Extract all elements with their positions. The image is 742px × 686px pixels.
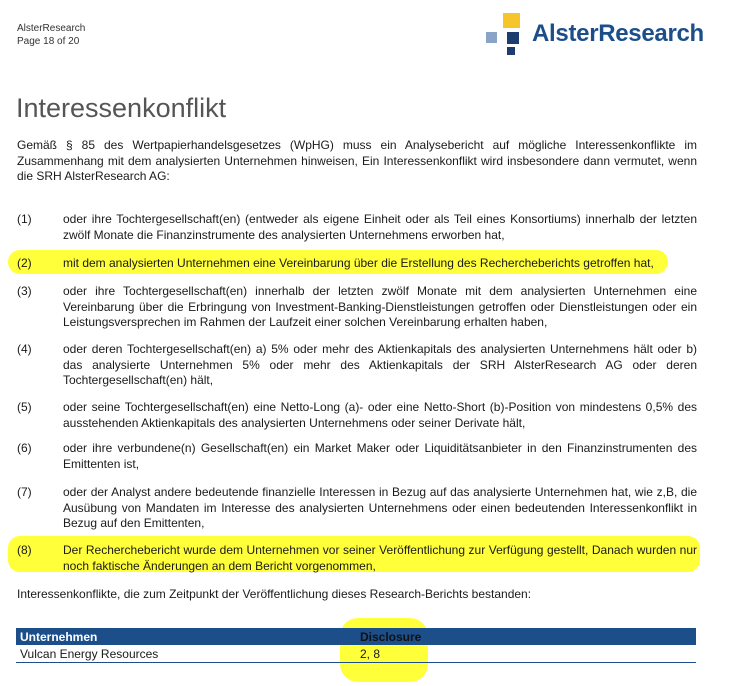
logo-square-icon: [507, 32, 519, 44]
item-number: (8): [17, 543, 32, 557]
alsterresearch-logo: [486, 12, 726, 56]
header-company: AlsterResearch: [17, 23, 86, 34]
column-header-disclosure: Disclosure: [360, 630, 422, 644]
item-number: (6): [17, 441, 32, 455]
item-text: oder der Analyst andere bedeutende finanzielle Interessen in Bezug auf das analysierte Unternehmen hat, wie z,B, die Ausübung von Mandaten im Interesse des analysierten Unternehmens oder einen bedeutenden Interessenkonflikt in Bezug auf den Emittenten,: [63, 485, 697, 530]
page-header: [17, 22, 85, 48]
item-number: (7): [17, 485, 32, 499]
item-text: Der Recherchebericht wurde dem Unternehmen vor seiner Veröffentlichung zur Verfügung gestellt, Danach wurden nur noch faktische Änderungen an dem Bericht vorgenommen,: [63, 543, 697, 573]
item-number: (3): [17, 284, 32, 298]
table-row: [16, 645, 696, 663]
item-number: (5): [17, 400, 32, 414]
disclosure-cell: 2, 8: [360, 647, 381, 661]
logo-square-icon: [486, 32, 497, 43]
logo-square-icon: [507, 47, 515, 55]
page-title: Interessenkonflikt: [16, 93, 227, 123]
header-page-number: Page 18 of 20: [17, 36, 80, 47]
table-header: [16, 628, 696, 645]
conflicts-intro: Interessenkonflikte, die zum Zeitpunkt der Veröffentlichung dieses Research-Berichts bestanden:: [17, 587, 532, 601]
column-header-company: Unternehmen: [20, 630, 98, 644]
logo-wordmark: AlsterResearch: [532, 20, 704, 47]
item-text: mit dem analysierten Unternehmen eine Vereinbarung über die Erstellung des Rechercheberichts getroffen hat,: [63, 256, 654, 270]
item-number: (2): [17, 256, 32, 270]
company-cell: Vulcan Energy Resources: [20, 647, 159, 661]
item-text: oder seine Tochtergesellschaft(en) eine Netto-Long (a)- oder eine Netto-Short (b)-Position von mindestens 0,5% des ausstehenden Aktienkapitals des analysierten Unternehmens oder seiner Derivate hält,: [63, 400, 697, 430]
item-number: (4): [17, 342, 32, 356]
item-text: oder ihre verbundene(n) Gesellschaft(en) ein Market Maker oder Liquiditätsanbieter in den Finanzinstrumenten des Emittenten ist,: [63, 441, 697, 471]
item-text: oder ihre Tochtergesellschaft(en) (entweder als eigene Einheit oder als Teil eines Konsortiums) innerhalb der letzten zwölf Monate die Finanzinstrumente des analysierten Unternehmens erworben hat,: [63, 212, 697, 242]
logo-square-icon: [503, 13, 520, 28]
item-text: oder deren Tochtergesellschaft(en) a) 5% oder mehr des Aktienkapitals des analysierten Unternehmens hält oder b) das analysierte Unternehmen 5% oder mehr des Aktienkapitals der SRH AlsterResearch AG oder deren Tochtergesellschaft(en) hält,: [63, 342, 697, 387]
intro-paragraph: Gemäß § 85 des Wertpapierhandelsgesetzes (WpHG) muss ein Analysebericht auf mögliche Interessenkonflikte im Zusammenhang mit dem analysierten Unternehmen hinweisen, Ein Interessenkonflikt wird insbesondere dann vermutet, wenn die SRH AlsterResearch AG:: [17, 138, 697, 183]
item-number: (1): [17, 212, 32, 226]
item-text: oder ihre Tochtergesellschaft(en) innerhalb der letzten zwölf Monate mit dem analysierten Unternehmen eine Vereinbarung über die Erbringung von Investment-Banking-Dienstleistungen getroffen oder Dienstleistungen oder ein Leistungsversprechen im Rahmen der Laufzeit einer solchen Vereinbarung erhalten haben,: [63, 284, 697, 329]
